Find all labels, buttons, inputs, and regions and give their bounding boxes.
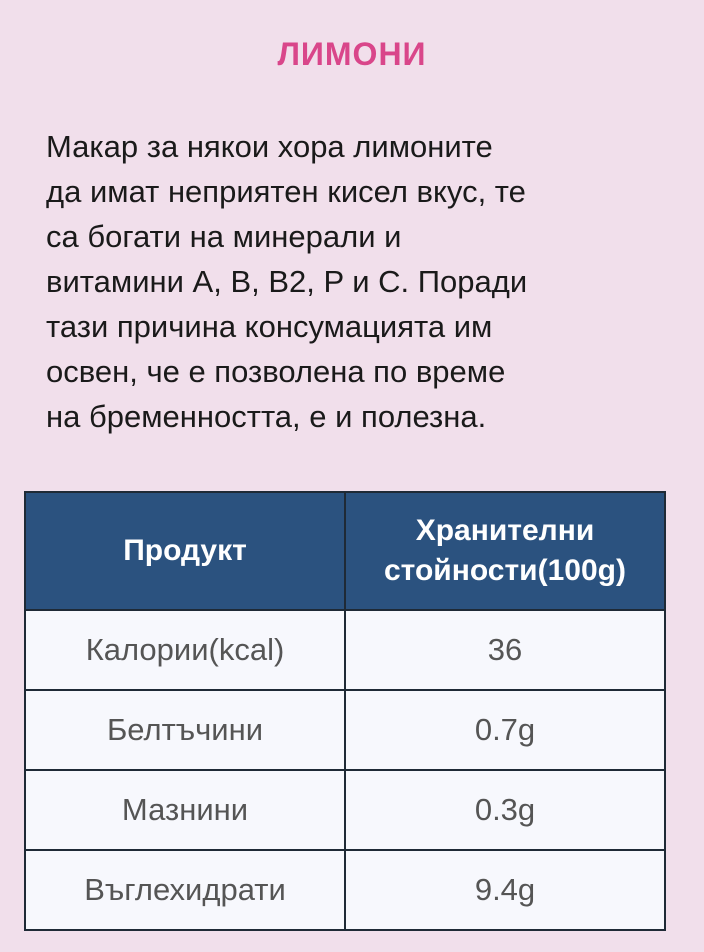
cell-value: 0.3g — [345, 770, 665, 850]
cell-value: 9.4g — [345, 850, 665, 930]
cell-value: 0.7g — [345, 690, 665, 770]
header-nutrition-values — [345, 492, 665, 610]
header-product: Продукт — [25, 492, 345, 610]
cell-product: Белтъчини — [25, 690, 345, 770]
table-header-row — [25, 492, 665, 610]
table-row — [25, 770, 665, 850]
header-values-line: стойности(100g) — [384, 554, 626, 587]
page-title: ЛИМОНИ — [277, 36, 427, 72]
cell-value: 36 — [345, 610, 665, 690]
table-row — [25, 850, 665, 930]
paragraph-line: на бременността, е и полезна. — [46, 399, 487, 434]
cell-product: Мазнини — [25, 770, 345, 850]
table-row — [25, 690, 665, 770]
paragraph-line: тази причина консумацията им — [46, 309, 493, 344]
paragraph-line: Макар за някои хора лимоните — [46, 129, 493, 164]
header-values-line: Хранителни — [415, 514, 595, 547]
cell-product: Въглехидрати — [25, 850, 345, 930]
paragraph-line: са богати на минерали и — [46, 219, 402, 254]
nutrition-table — [24, 491, 666, 931]
cell-product: Калории(kcal) — [25, 610, 345, 690]
table-row — [25, 610, 665, 690]
article-paragraph — [46, 124, 656, 439]
paragraph-line: витамини A, B, B2, P и C. Поради — [46, 264, 528, 299]
paragraph-line: освен, че е позволена по време — [46, 354, 506, 389]
paragraph-line: да имат неприятен кисел вкус, те — [46, 174, 526, 209]
